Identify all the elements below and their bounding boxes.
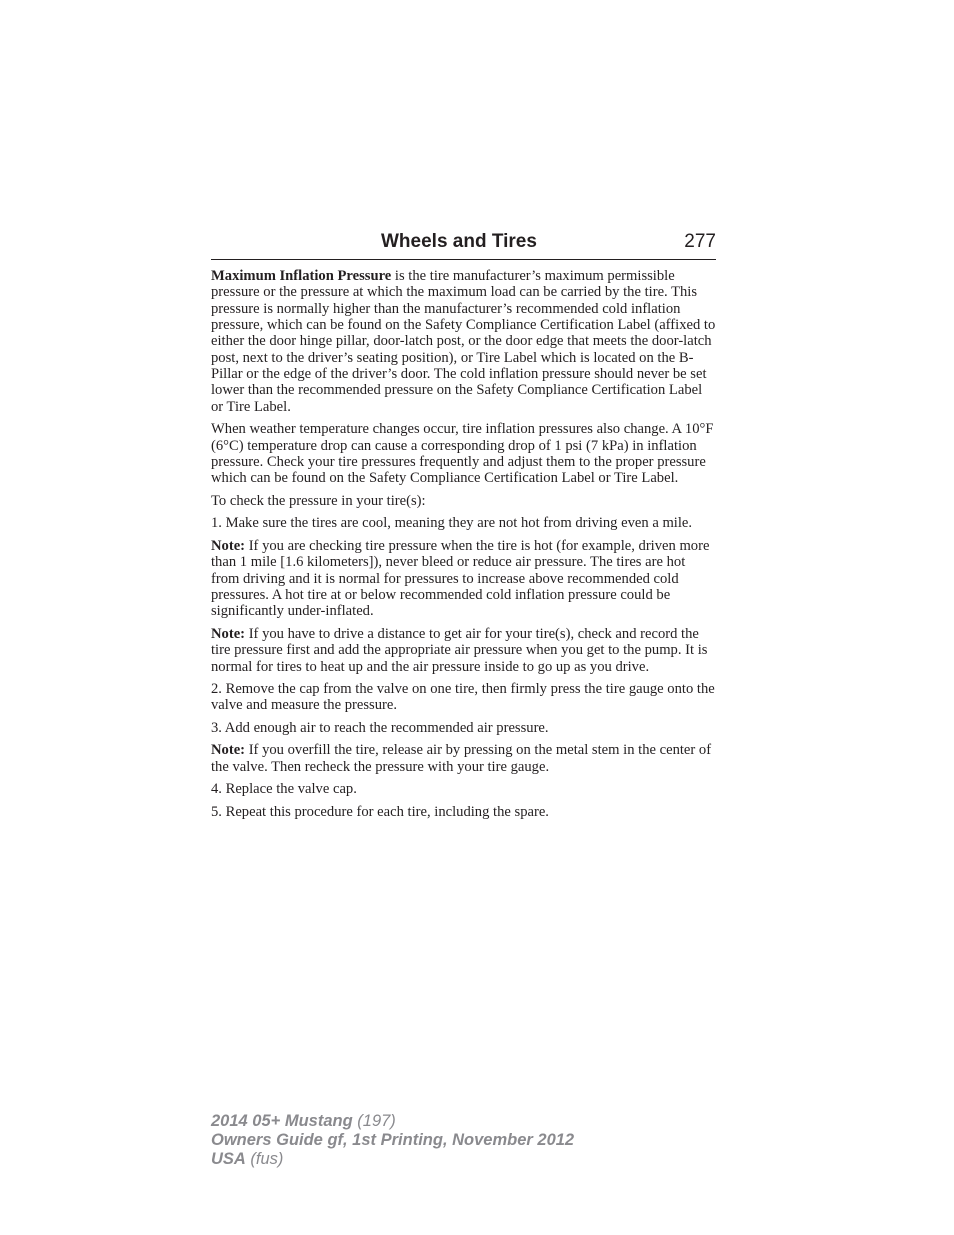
step-text: 3. Add enough air to reach the recommended air pressure. [211,719,549,736]
note-drive-distance [211,626,717,675]
page-number: 277 [684,231,716,252]
footer-model: 2014 05+ Mustang [211,1112,353,1130]
section-title: Wheels and Tires [381,231,537,252]
page-footer [211,1112,574,1169]
step-5 [211,804,717,820]
note-text: If you overfill the tire, release air by pressing on the metal stem in the center of the valve. Then recheck the pressure with your tire gauge. [211,742,712,775]
paragraph-text: To check the pressure in your tire(s): [211,492,426,509]
paragraph-max-inflation [211,268,717,415]
step-text: 1. Make sure the tires are cool, meaning they are not hot from driving even a mile. [211,515,693,532]
footer-line-1 [211,1112,574,1131]
step-2 [211,681,717,714]
step-3 [211,720,717,736]
term-max-inflation: Maximum Inflation Pressure [211,268,392,284]
paragraph-text: is the tire manufacturer’s maximum permissible pressure or the pressure at which the maximum load can be carried by the tire. This pressure is normally higher than the manufacturer’s recommended cold inflation pressure, which can be found on the Safety Compliance Certification Label (affixed to either the door hinge pillar, door-latch post, or the door edge that meets the door-latch post, next to the driver’s seating position), or Tire Label which is located on the B-Pillar or the edge of the driver’s door. The cold inflation pressure should never be set lower than the recommended pressure on the Safety Compliance Certification Label or Tire Label. [211,268,716,415]
footer-region-code: (fus) [245,1150,284,1168]
note-text: If you have to drive a distance to get air for your tire(s), check and record the tire pressure first and add the appropriate air pressure when you get to the pump. It is normal for tires to heat up and the air pressure inside to go up as you drive. [211,625,708,675]
step-text: 5. Repeat this procedure for each tire, including the spare. [211,803,549,820]
note-overfill [211,742,717,775]
step-text: 2. Remove the cap from the valve on one tire, then firmly press the tire gauge onto the valve and measure the pressure. [211,681,715,714]
footer-model-code: (197) [352,1112,396,1130]
footer-region: USA [211,1150,246,1168]
page-header [211,229,716,260]
note-text: If you are checking tire pressure when the tire is hot (for example, driven more than 1 mile [1.6 kilometers]), never bleed or reduce air pressure. The tires are hot from driving and it is normal for pressures to increase above recommended cold pressures. A hot tire at or below recommended cold inflation pressure could be significantly under-inflated. [211,537,710,620]
note-label: Note: [211,742,246,759]
footer-line-2 [211,1131,574,1150]
step-1 [211,515,717,531]
step-4 [211,781,717,797]
body-text [211,268,717,826]
footer-line-3 [211,1150,574,1169]
paragraph-intro [211,493,717,509]
note-hot-tire [211,538,717,620]
note-label: Note: [211,537,246,554]
paragraph-text: When weather temperature changes occur, tire inflation pressures also change. A 10°F (6°C) temperature drop can cause a corresponding drop of 1 psi (7 kPa) in inflation pressure. Check your tire pressures frequently and adjust them to the proper pressure which can be found on the Safety Compliance Certification Label or Tire Label. [211,421,714,487]
note-label: Note: [211,625,246,642]
footer-printing: Owners Guide gf, 1st Printing, November 2012 [211,1131,575,1149]
paragraph-temperature [211,421,717,486]
step-text: 4. Replace the valve cap. [211,781,357,798]
